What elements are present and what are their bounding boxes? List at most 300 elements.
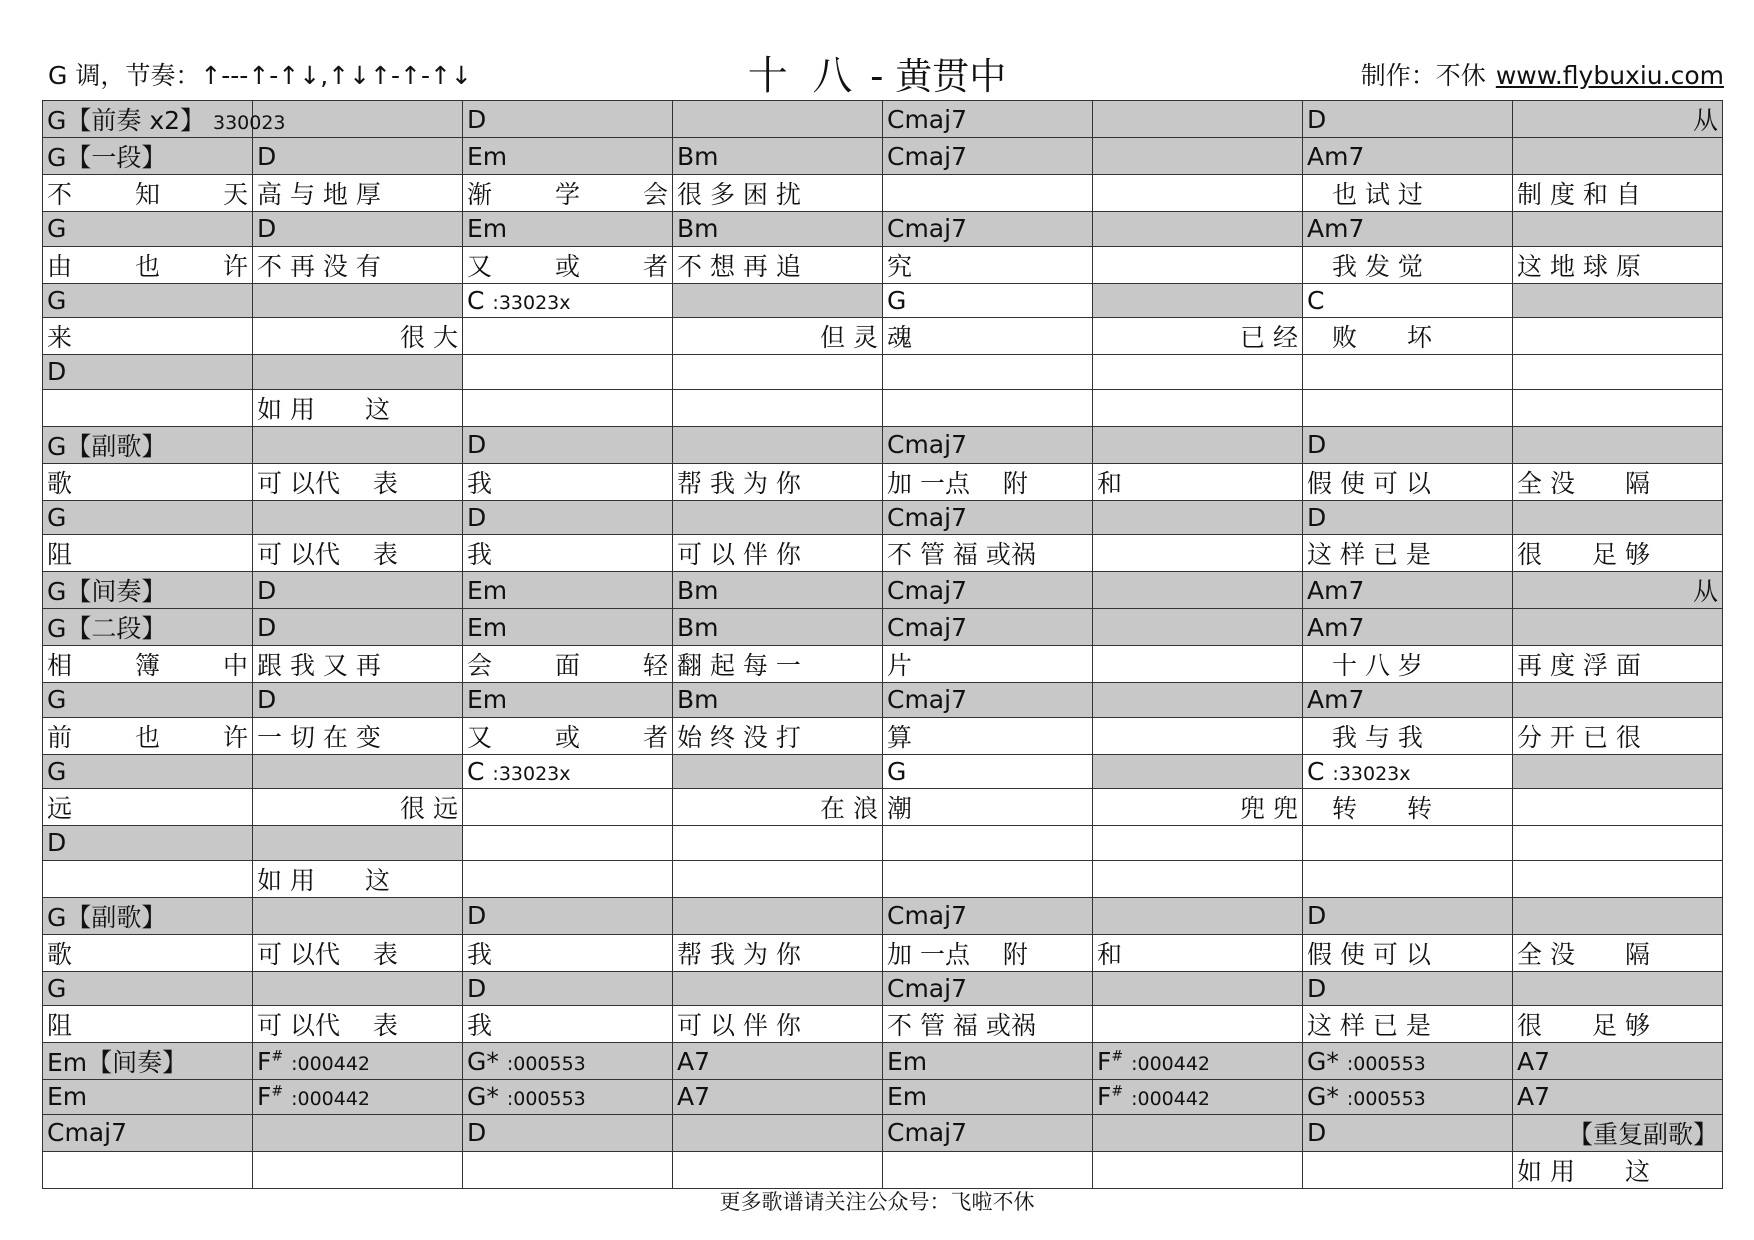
lyric-text: 和 xyxy=(1097,939,1123,969)
lyric-cell xyxy=(1513,717,1723,754)
chord-cell xyxy=(1513,212,1723,247)
chord-cell xyxy=(1303,754,1513,789)
chord-cell xyxy=(1303,971,1513,1006)
lyric-cell xyxy=(253,463,463,500)
lyric-text: 阻 xyxy=(47,540,73,569)
chord-row xyxy=(43,283,1723,318)
chord-row xyxy=(43,1043,1723,1080)
chord-cell xyxy=(883,212,1093,247)
lyric-cell xyxy=(1513,463,1723,500)
lyric-cell xyxy=(1513,860,1723,897)
chord-cell xyxy=(253,500,463,535)
lyric-spread xyxy=(47,718,248,754)
chord-row xyxy=(43,609,1723,646)
chord-cell xyxy=(883,1114,1093,1151)
chord-name: C xyxy=(467,756,485,786)
lyric-cell xyxy=(673,1151,883,1188)
lyric-cell xyxy=(673,463,883,500)
chord-cell xyxy=(1513,683,1723,718)
chord-cell xyxy=(883,101,1093,138)
lyric-text: 歌 xyxy=(47,468,73,498)
chord-name: Em【间奏】 xyxy=(47,1048,188,1077)
lyric-char: 面 xyxy=(554,651,580,680)
lyric-text: 很 足 够 xyxy=(1517,1011,1650,1040)
chord-row xyxy=(43,754,1723,789)
lyric-cell xyxy=(1303,246,1513,283)
chord-cell xyxy=(1513,572,1723,609)
lyric-row xyxy=(43,934,1723,971)
lyric-char: 者 xyxy=(642,251,668,281)
chord-name: D xyxy=(1307,502,1327,532)
chord-cell xyxy=(1303,283,1513,318)
chord-cell xyxy=(253,1043,463,1080)
lyric-row xyxy=(43,646,1723,683)
chord-name: Em xyxy=(467,214,508,244)
chord-cell xyxy=(253,138,463,175)
lyric-text: 远 xyxy=(47,794,73,823)
chord-cell xyxy=(673,355,883,390)
lyric-cell xyxy=(883,646,1093,683)
chord-cell xyxy=(463,500,673,535)
title-separator: - xyxy=(858,55,896,98)
chord-cell xyxy=(463,683,673,718)
lyric-cell xyxy=(883,1006,1093,1043)
lyric-cell xyxy=(1093,389,1303,426)
lyric-text: 在 浪 xyxy=(820,794,878,823)
chord-cell xyxy=(253,826,463,861)
lyric-text: 很 远 xyxy=(400,794,458,823)
chord-name: D xyxy=(47,357,67,387)
lyric-cell xyxy=(1303,860,1513,897)
key-rhythm: G 调，节奏：↑---↑-↑↓,↑↓↑-↑-↑↓ xyxy=(48,61,472,90)
lyric-cell xyxy=(1093,1151,1303,1188)
chord-name: G xyxy=(47,285,67,315)
chord-cell xyxy=(1513,1080,1723,1115)
lyric-char: 又 xyxy=(467,722,493,752)
lyric-text: 我 xyxy=(467,1011,493,1040)
lyric-cell xyxy=(253,389,463,426)
chord-name: Cmaj7 xyxy=(887,1118,967,1147)
lyric-cell xyxy=(1093,463,1303,500)
chord-name: D xyxy=(467,901,487,930)
lyric-cell xyxy=(1093,175,1303,212)
lyric-cell xyxy=(1513,318,1723,355)
chord-cell xyxy=(1513,609,1723,646)
lyric-cell xyxy=(1513,1151,1723,1188)
chord-cell xyxy=(1303,355,1513,390)
chord-name: D xyxy=(1307,104,1327,134)
chord-name: Cmaj7 xyxy=(887,141,967,171)
lyric-row xyxy=(43,1006,1723,1043)
lyric-text: 但 灵 xyxy=(820,323,878,352)
chord-name: D xyxy=(1307,901,1327,930)
lyric-cell xyxy=(1513,934,1723,971)
chord-row xyxy=(43,1080,1723,1115)
chord-cell xyxy=(253,355,463,390)
chord-row xyxy=(43,1114,1723,1151)
lyric-cell xyxy=(883,535,1093,572)
chord-cell xyxy=(1303,683,1513,718)
lyric-cell xyxy=(1303,463,1513,500)
chord-cell xyxy=(883,826,1093,861)
lyric-text: 可 以代 表 xyxy=(257,468,398,498)
lyric-text: 歌 xyxy=(47,939,73,969)
lyric-char: 许 xyxy=(222,722,248,752)
lyric-text: 全 没 隔 xyxy=(1517,939,1650,969)
lyric-text: 加 一点 附 xyxy=(887,468,1028,498)
lyric-cell xyxy=(463,318,673,355)
chord-cell xyxy=(1093,971,1303,1006)
lyric-cell xyxy=(883,860,1093,897)
lyric-cell xyxy=(1513,535,1723,572)
chord-row xyxy=(43,138,1723,175)
chord-cell xyxy=(673,754,883,789)
lyric-cell xyxy=(43,934,253,971)
chord-cell xyxy=(43,1043,253,1080)
chord-row xyxy=(43,212,1723,247)
lyric-text: 高 与 地 厚 xyxy=(257,180,381,209)
chord-name: Bm xyxy=(677,575,719,605)
lyric-cell xyxy=(463,860,673,897)
lyric-spread xyxy=(467,646,668,682)
chord-cell xyxy=(883,426,1093,463)
lyric-row xyxy=(43,1151,1723,1188)
chord-cell xyxy=(463,101,673,138)
chord-row xyxy=(43,500,1723,535)
lyric-text: 可 以 伴 你 xyxy=(677,540,801,569)
chord-cell xyxy=(1513,101,1723,138)
chord-cell xyxy=(463,212,673,247)
lyric-cell xyxy=(463,1006,673,1043)
chord-name: D xyxy=(47,828,67,858)
artist-name: 黄贯中 xyxy=(895,55,1007,98)
chord-name: Cmaj7 xyxy=(887,973,967,1003)
lyric-text: 全 没 隔 xyxy=(1517,468,1650,498)
chord-cell xyxy=(673,426,883,463)
chord-row xyxy=(43,101,1723,138)
chord-cell xyxy=(1513,971,1723,1006)
chord-name: Em xyxy=(467,612,508,642)
lyric-char: 或 xyxy=(554,251,580,281)
lyric-cell xyxy=(463,463,673,500)
chord-name: Em xyxy=(887,1046,928,1076)
chord-cell xyxy=(43,897,253,934)
lyric-cell xyxy=(673,175,883,212)
chord-name: Em xyxy=(467,575,508,605)
chord-name: G* xyxy=(467,1082,499,1112)
lyric-text: 魂 xyxy=(887,323,913,352)
lyric-cell xyxy=(673,717,883,754)
lyric-text: 加 一点 附 xyxy=(887,939,1028,969)
chord-cell xyxy=(43,971,253,1006)
chord-cell xyxy=(463,1080,673,1115)
lyric-text: 始 终 没 打 xyxy=(677,722,801,752)
chord-name: D xyxy=(257,575,277,605)
chord-cell xyxy=(463,897,673,934)
lyric-char: 不 xyxy=(47,180,73,209)
lyric-cell xyxy=(43,717,253,754)
chord-name: Am7 xyxy=(1307,141,1365,171)
lyric-cell xyxy=(1093,789,1303,826)
lyric-row xyxy=(43,318,1723,355)
chord-name: F xyxy=(257,1082,272,1112)
lyric-text: 我 发 觉 xyxy=(1307,251,1423,281)
chord-cell xyxy=(1093,101,1303,138)
lyric-char: 也 xyxy=(134,722,160,752)
chord-name: G xyxy=(887,285,907,315)
chord-name: G xyxy=(47,973,67,1003)
lyric-char: 许 xyxy=(222,251,248,281)
chord-cell xyxy=(1303,1080,1513,1115)
lyric-cell xyxy=(463,1151,673,1188)
lyric-text: 我 xyxy=(467,540,493,569)
chord-name: Cmaj7 xyxy=(47,1118,127,1147)
chord-name: Em xyxy=(467,141,508,171)
chord-name: D xyxy=(257,612,277,642)
chord-name: Am7 xyxy=(1307,575,1365,605)
chord-cell xyxy=(883,683,1093,718)
chord-cell xyxy=(1093,1043,1303,1080)
lyric-cell xyxy=(1303,789,1513,826)
lyric-text: 算 xyxy=(887,722,913,752)
lyric-char: 相 xyxy=(47,651,73,680)
chord-cell xyxy=(1513,754,1723,789)
lyric-cell xyxy=(253,175,463,212)
lyric-cell xyxy=(1093,717,1303,754)
lyric-row xyxy=(43,717,1723,754)
chord-name: G【间奏】 xyxy=(47,577,167,606)
lyric-cell xyxy=(253,1006,463,1043)
chord-name: F xyxy=(257,1046,272,1076)
lyric-text: 很 足 够 xyxy=(1517,540,1650,569)
chord-cell xyxy=(463,826,673,861)
chord-name: Bm xyxy=(677,612,719,642)
chord-fingering: :000553 xyxy=(1346,1088,1426,1111)
chord-row xyxy=(43,897,1723,934)
chord-sharp-sign: # xyxy=(271,1083,284,1100)
chord-cell xyxy=(1303,1043,1513,1080)
lyric-char: 中 xyxy=(222,651,248,680)
lyric-text: 潮 xyxy=(887,794,913,823)
chord-name: F xyxy=(1097,1046,1112,1076)
chord-name: G【一段】 xyxy=(47,143,167,172)
chord-name: 从 xyxy=(1692,106,1718,135)
chord-cell xyxy=(1303,426,1513,463)
lyric-char: 学 xyxy=(554,180,580,209)
chord-cell xyxy=(1093,609,1303,646)
lyric-text: 我 与 我 xyxy=(1307,722,1423,752)
chord-cell xyxy=(1093,500,1303,535)
lyric-cell xyxy=(43,318,253,355)
chord-cell xyxy=(463,355,673,390)
chord-cell xyxy=(43,101,286,138)
chord-fingering: :33023x xyxy=(1332,762,1411,785)
chord-cell xyxy=(1513,1043,1723,1080)
chord-cell xyxy=(253,971,463,1006)
lyric-cell xyxy=(1303,646,1513,683)
lyric-text: 帮 我 为 你 xyxy=(677,468,801,498)
lyric-char: 天 xyxy=(222,180,248,209)
chord-cell xyxy=(463,971,673,1006)
lyric-cell xyxy=(1303,934,1513,971)
lyric-char: 会 xyxy=(467,651,493,680)
lyric-text: 可 以代 表 xyxy=(257,1011,398,1040)
lyric-cell xyxy=(43,389,253,426)
chord-name: Am7 xyxy=(1307,214,1365,244)
chord-name: G xyxy=(887,756,907,786)
lyric-text: 和 xyxy=(1097,468,1123,498)
lyric-text: 这 样 已 是 xyxy=(1307,1011,1431,1040)
chord-cell xyxy=(883,897,1093,934)
chord-cell xyxy=(883,500,1093,535)
lyric-cell xyxy=(253,717,463,754)
chord-cell xyxy=(43,500,253,535)
chord-cell xyxy=(463,426,673,463)
chord-name: Cmaj7 xyxy=(887,502,967,532)
chord-cell xyxy=(673,609,883,646)
lyric-char: 者 xyxy=(642,722,668,752)
lyric-cell xyxy=(883,463,1093,500)
chord-name: D xyxy=(467,104,487,134)
chord-name: D xyxy=(1307,430,1327,459)
chord-cell xyxy=(253,683,463,718)
footer-note: 更多歌谱请关注公众号：飞啦不休 xyxy=(719,1190,1035,1214)
chord-name: Bm xyxy=(677,214,719,244)
chord-cell xyxy=(253,1114,463,1151)
lyric-cell xyxy=(673,246,883,283)
chord-cell xyxy=(1093,138,1303,175)
lyric-cell xyxy=(1513,175,1723,212)
lyric-text: 假 使 可 以 xyxy=(1307,939,1431,969)
lyric-text: 如 用 这 xyxy=(1517,1156,1650,1186)
lyric-text: 兜 兜 xyxy=(1240,794,1298,823)
chord-fingering: :33023x xyxy=(492,291,571,314)
chord-cell xyxy=(1513,897,1723,934)
lyric-spread xyxy=(47,175,248,211)
chord-cell xyxy=(1513,500,1723,535)
lyric-cell xyxy=(883,175,1093,212)
chord-fingering: :33023x xyxy=(492,762,571,785)
lyric-spread xyxy=(47,247,248,283)
chord-cell xyxy=(1303,101,1513,138)
lyric-text: 分 开 已 很 xyxy=(1517,722,1641,752)
lyric-text: 不 再 没 有 xyxy=(257,251,381,281)
lyric-cell xyxy=(673,934,883,971)
chord-cell xyxy=(43,572,253,609)
lyric-cell xyxy=(1303,175,1513,212)
chord-cell xyxy=(253,426,463,463)
lyric-text: 这 地 球 原 xyxy=(1517,251,1641,281)
chord-fingering: :000442 xyxy=(1131,1088,1211,1111)
chord-name: A7 xyxy=(677,1046,711,1076)
chord-name: C xyxy=(467,285,485,315)
lyric-text: 帮 我 为 你 xyxy=(677,939,801,969)
lyric-cell xyxy=(1303,1006,1513,1043)
chord-cell xyxy=(463,1114,673,1151)
lyric-text: 可 以代 表 xyxy=(257,540,398,569)
lyric-cell xyxy=(1093,934,1303,971)
lyric-cell xyxy=(673,389,883,426)
chord-name: C xyxy=(1307,756,1325,786)
lyric-cell xyxy=(1513,789,1723,826)
lyric-row xyxy=(43,175,1723,212)
lyric-text: 败 坏 xyxy=(1307,323,1433,352)
chord-cell xyxy=(463,283,673,318)
lyric-text: 可 以代 表 xyxy=(257,939,398,969)
chord-name: Cmaj7 xyxy=(887,575,967,605)
chord-cell xyxy=(1093,426,1303,463)
lyric-text: 不 想 再 追 xyxy=(677,251,801,281)
chord-cell xyxy=(463,1043,673,1080)
lyric-cell xyxy=(253,535,463,572)
lyric-char: 会 xyxy=(642,180,668,209)
chord-cell xyxy=(1093,1080,1303,1115)
chord-sharp-sign: # xyxy=(1111,1083,1124,1100)
chord-sharp-sign: # xyxy=(1111,1048,1124,1065)
chord-cell xyxy=(1093,754,1303,789)
lyric-cell xyxy=(673,318,883,355)
chord-cell xyxy=(1513,426,1723,463)
chord-name: Cmaj7 xyxy=(887,104,967,134)
lyric-cell xyxy=(463,717,673,754)
lyric-text: 翻 起 每 一 xyxy=(677,651,801,680)
chord-fingering: 330023 xyxy=(212,112,286,134)
lyric-row xyxy=(43,246,1723,283)
chord-fingering: :000442 xyxy=(291,1052,371,1075)
lyric-cell xyxy=(1513,1006,1723,1043)
chord-name: D xyxy=(257,214,277,244)
chord-name: Am7 xyxy=(1307,685,1365,715)
chord-cell xyxy=(43,212,253,247)
chord-sharp-sign: # xyxy=(271,1048,284,1065)
chord-cell xyxy=(43,1080,253,1115)
chord-cell xyxy=(673,826,883,861)
chord-cell xyxy=(253,1080,463,1115)
lyric-text: 阻 xyxy=(47,1011,73,1040)
chord-cell xyxy=(673,138,883,175)
lyric-cell xyxy=(1513,389,1723,426)
lyric-cell xyxy=(253,789,463,826)
lyric-text: 十 八 岁 xyxy=(1307,651,1423,680)
chord-name: Bm xyxy=(677,685,719,715)
lyric-char: 知 xyxy=(134,180,160,209)
chord-cell xyxy=(43,426,253,463)
lyric-row xyxy=(43,535,1723,572)
chord-name: G xyxy=(47,214,67,244)
lyric-cell xyxy=(463,389,673,426)
chord-fingering: :000553 xyxy=(506,1088,586,1111)
lyric-cell xyxy=(883,318,1093,355)
chord-cell xyxy=(253,572,463,609)
chord-name: Cmaj7 xyxy=(887,612,967,642)
lyric-text: 如 用 这 xyxy=(257,394,390,424)
lyric-cell xyxy=(253,318,463,355)
lyric-cell xyxy=(463,246,673,283)
lyric-cell xyxy=(1513,246,1723,283)
chord-name: G【二段】 xyxy=(47,614,167,643)
lyric-text: 不 管 福 或祸 xyxy=(887,1011,1036,1040)
chord-name: D xyxy=(467,430,487,459)
lyric-char: 渐 xyxy=(467,180,493,209)
lyric-text: 这 样 已 是 xyxy=(1307,540,1431,569)
website-link[interactable]: www.flybuxiu.com xyxy=(1495,61,1724,90)
lyric-spread xyxy=(467,247,668,283)
chord-row xyxy=(43,355,1723,390)
lyric-char: 或 xyxy=(554,722,580,752)
lyric-cell xyxy=(1303,389,1513,426)
lyric-text: 转 转 xyxy=(1307,794,1433,823)
chord-cell xyxy=(883,572,1093,609)
